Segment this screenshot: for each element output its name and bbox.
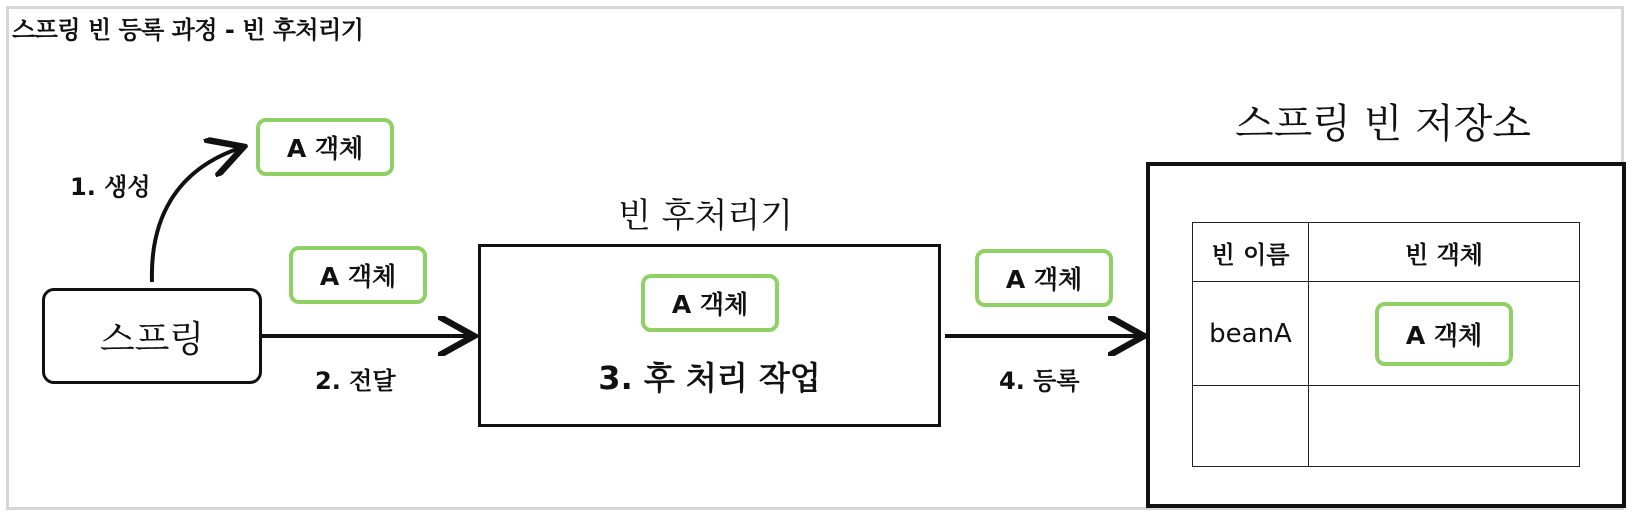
- step4-label: 4. 등록: [999, 367, 1080, 395]
- registered-object-label: A 객체: [1005, 265, 1083, 294]
- post-processor-object-label: A 객체: [671, 290, 749, 319]
- bean-name-cell: beanA: [1193, 282, 1309, 386]
- empty-name-cell: [1193, 386, 1309, 467]
- step1-label: 1. 생성: [70, 173, 151, 201]
- header-bean-name: 빈 이름: [1193, 223, 1309, 282]
- spring-label: 스프링: [99, 318, 205, 360]
- created-object-label: A 객체: [286, 134, 364, 163]
- post-processor-box: [478, 244, 941, 427]
- stored-object-label: A 객체: [1405, 320, 1483, 350]
- registered-object: [975, 249, 1113, 307]
- stored-object: [1375, 302, 1513, 366]
- table-row: [1193, 282, 1580, 386]
- created-object: [256, 118, 394, 176]
- table-header-row: [1193, 223, 1580, 282]
- passed-object: [289, 246, 427, 304]
- bean-object-cell: [1309, 282, 1580, 386]
- bean-table: [1192, 222, 1580, 467]
- post-processor-title: 빈 후처리기: [618, 196, 794, 236]
- post-processor-object: [641, 274, 779, 332]
- container-title: 스프링 빈 저장소: [1235, 101, 1531, 147]
- step2-label: 2. 전달: [315, 367, 396, 395]
- create-arrow: [152, 148, 240, 282]
- step3-label: 3. 후 처리 작업: [598, 359, 821, 397]
- spring-box: [42, 288, 262, 384]
- empty-object-cell: [1309, 386, 1580, 467]
- header-bean-object: 빈 객체: [1309, 223, 1580, 282]
- passed-object-label: A 객체: [319, 262, 397, 291]
- table-row: [1193, 386, 1580, 467]
- page-title: 스프링 빈 등록 과정 - 빈 후처리기: [12, 16, 364, 44]
